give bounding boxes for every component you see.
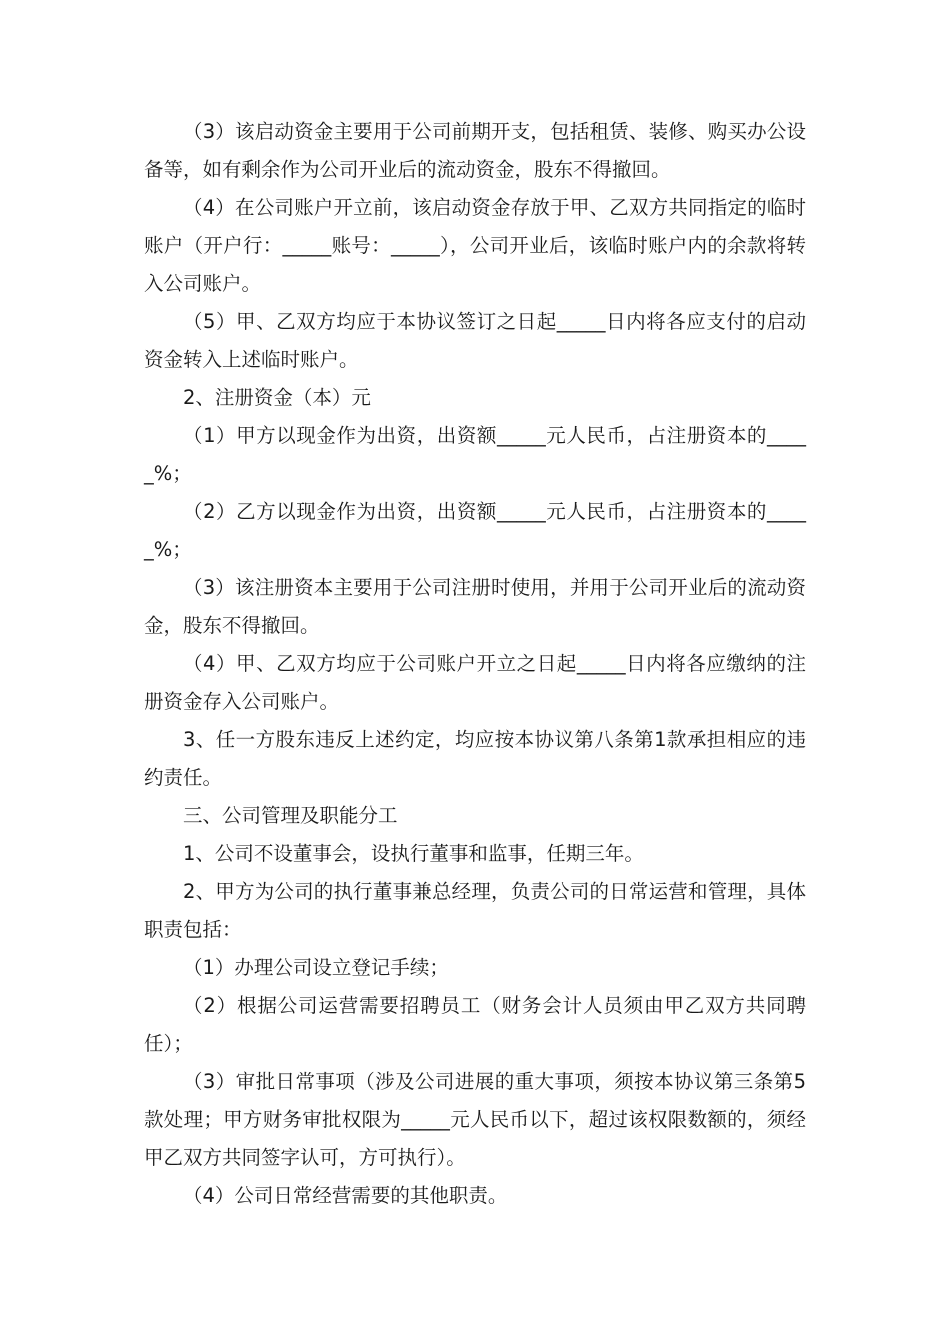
paragraph-startup-fund-usage: （3）该启动资金主要用于公司前期开支，包括租赁、装修、购买办公设备等，如有剩余作为公司开业后的流动资金，股东不得撤回。 (144, 120, 806, 181)
paragraph-duty-approval: （3）审批日常事项（涉及公司进展的重大事项，须按本协议第三条第5款处理；甲方财务审批权限为_____元人民币以下，超过该权限数额的，须经甲乙双方共同签字认可，方可执行）。 (144, 1070, 806, 1169)
paragraph-temporary-account: （4）在公司账户开立前，该启动资金存放于甲、乙双方共同指定的临时账户（开户行：_____账号：_____），公司开业后，该临时账户内的余款将转入公司账户。 (144, 196, 806, 295)
heading-registered-capital: 2、注册资金（本）元 (183, 386, 371, 409)
paragraph-party-b-contribution: （2）乙方以现金作为出资，出资额_____元人民币，占注册资本的_____%； (144, 500, 806, 561)
paragraph-registered-capital-deposit: （4）甲、乙双方均应于公司账户开立之日起_____日内将各应缴纳的注册资金存入公司账户。 (144, 652, 806, 713)
paragraph-breach-liability: 3、任一方股东违反上述约定，均应按本协议第八条第1款承担相应的违约责任。 (144, 728, 806, 789)
heading-company-management: 三、公司管理及职能分工 (183, 804, 398, 827)
document-body (144, 113, 806, 1215)
paragraph-registered-capital-usage: （3）该注册资本主要用于公司注册时使用，并用于公司开业后的流动资金，股东不得撤回。 (144, 576, 806, 637)
paragraph-startup-fund-transfer: （5）甲、乙双方均应于本协议签订之日起_____日内将各应支付的启动资金转入上述临时账户。 (144, 310, 806, 371)
paragraph-duty-registration: （1）办理公司设立登记手续； (183, 956, 449, 979)
paragraph-duty-recruitment: （2）根据公司运营需要招聘员工（财务会计人员须由甲乙双方共同聘任）； (144, 994, 806, 1055)
paragraph-no-board: 1、公司不设董事会，设执行董事和监事，任期三年。 (183, 842, 644, 865)
paragraph-party-a-contribution: （1）甲方以现金作为出资，出资额_____元人民币，占注册资本的_____%； (144, 424, 806, 485)
paragraph-executive-director-duties: 2、甲方为公司的执行董事兼总经理，负责公司的日常运营和管理，具体职责包括： (144, 880, 806, 941)
paragraph-duty-other: （4）公司日常经营需要的其他职责。 (183, 1184, 508, 1207)
